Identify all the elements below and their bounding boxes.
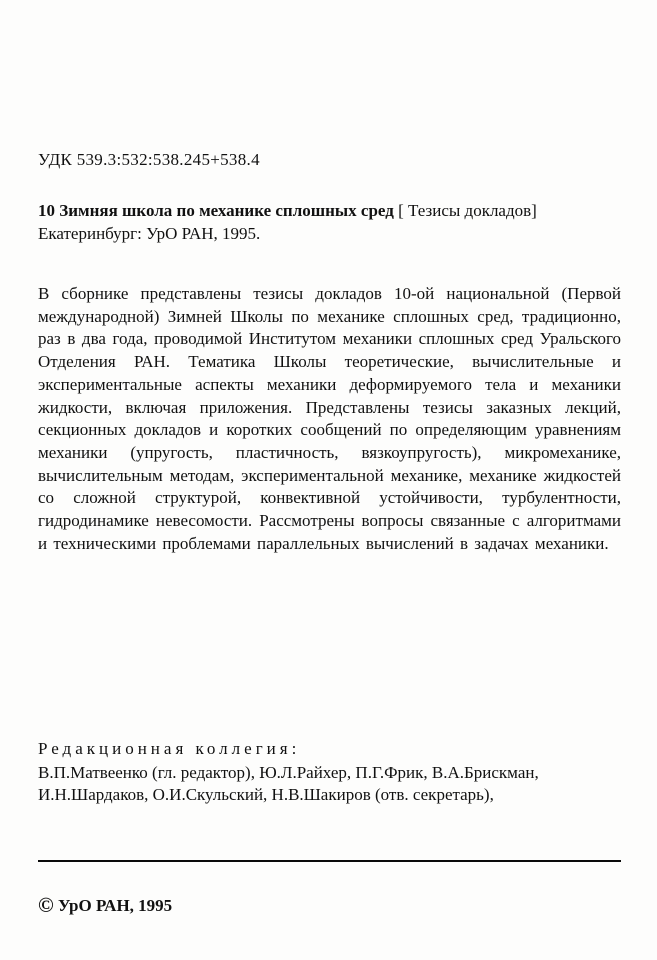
abstract-paragraph: В сборнике представлены тезисы докладов 10-ой национальной (Первой международной) Зимней Школы по механике сплошных сред, традиционно, раз в два года, проводимой Институтом механики сплошных сред Уральского Отделения РАН. Тематика Школы теоретические, вычислительные и экспериментальные аспекты механики деформируемого тела и механики жидкости, включая приложения. Представлены тезисы заказных лекций, секционных докладов и коротких сообщений по определяющим уравнениям механики (упругость, пластичность, вязкоупругость), микромеханике, вычислительным методам, экспериментальной механике, механике жидкостей со сложной структурой, конвективной устойчивости, турбулентности, гидродинамике невесомости. Рассмотрены вопросы связанные с алгоритмами и техническими проблемами параллельных вычислений в задачах механики. <box>38 284 621 553</box>
editors-line: В.П.Матвеенко (гл. редактор), Ю.Л.Райхер, П.Г.Фрик, В.А.Брискман, <box>38 762 539 782</box>
copyright-line <box>38 893 621 918</box>
bibliographic-entry <box>38 199 621 245</box>
editorial-board-heading: Редакционная коллегия: <box>38 739 301 758</box>
book-title: 10 Зимняя школа по механике сплошных сред <box>38 201 394 220</box>
imprint-line: Екатеринбург: УрО РАН, 1995. <box>38 224 261 243</box>
editorial-board-section <box>38 738 621 807</box>
udk-classification-number: УДК 539.3:532:538.245+538.4 <box>38 150 260 169</box>
editors-line: И.Н.Шардаков, О.И.Скульский, Н.В.Шакиров (отв. секретарь), <box>38 785 494 804</box>
copyright-text: УрО РАН, 1995 <box>53 896 173 915</box>
horizontal-rule <box>38 860 621 862</box>
copyright-symbol-icon: © <box>38 893 54 917</box>
book-subtitle: [ Тезисы докладов] <box>393 201 537 220</box>
